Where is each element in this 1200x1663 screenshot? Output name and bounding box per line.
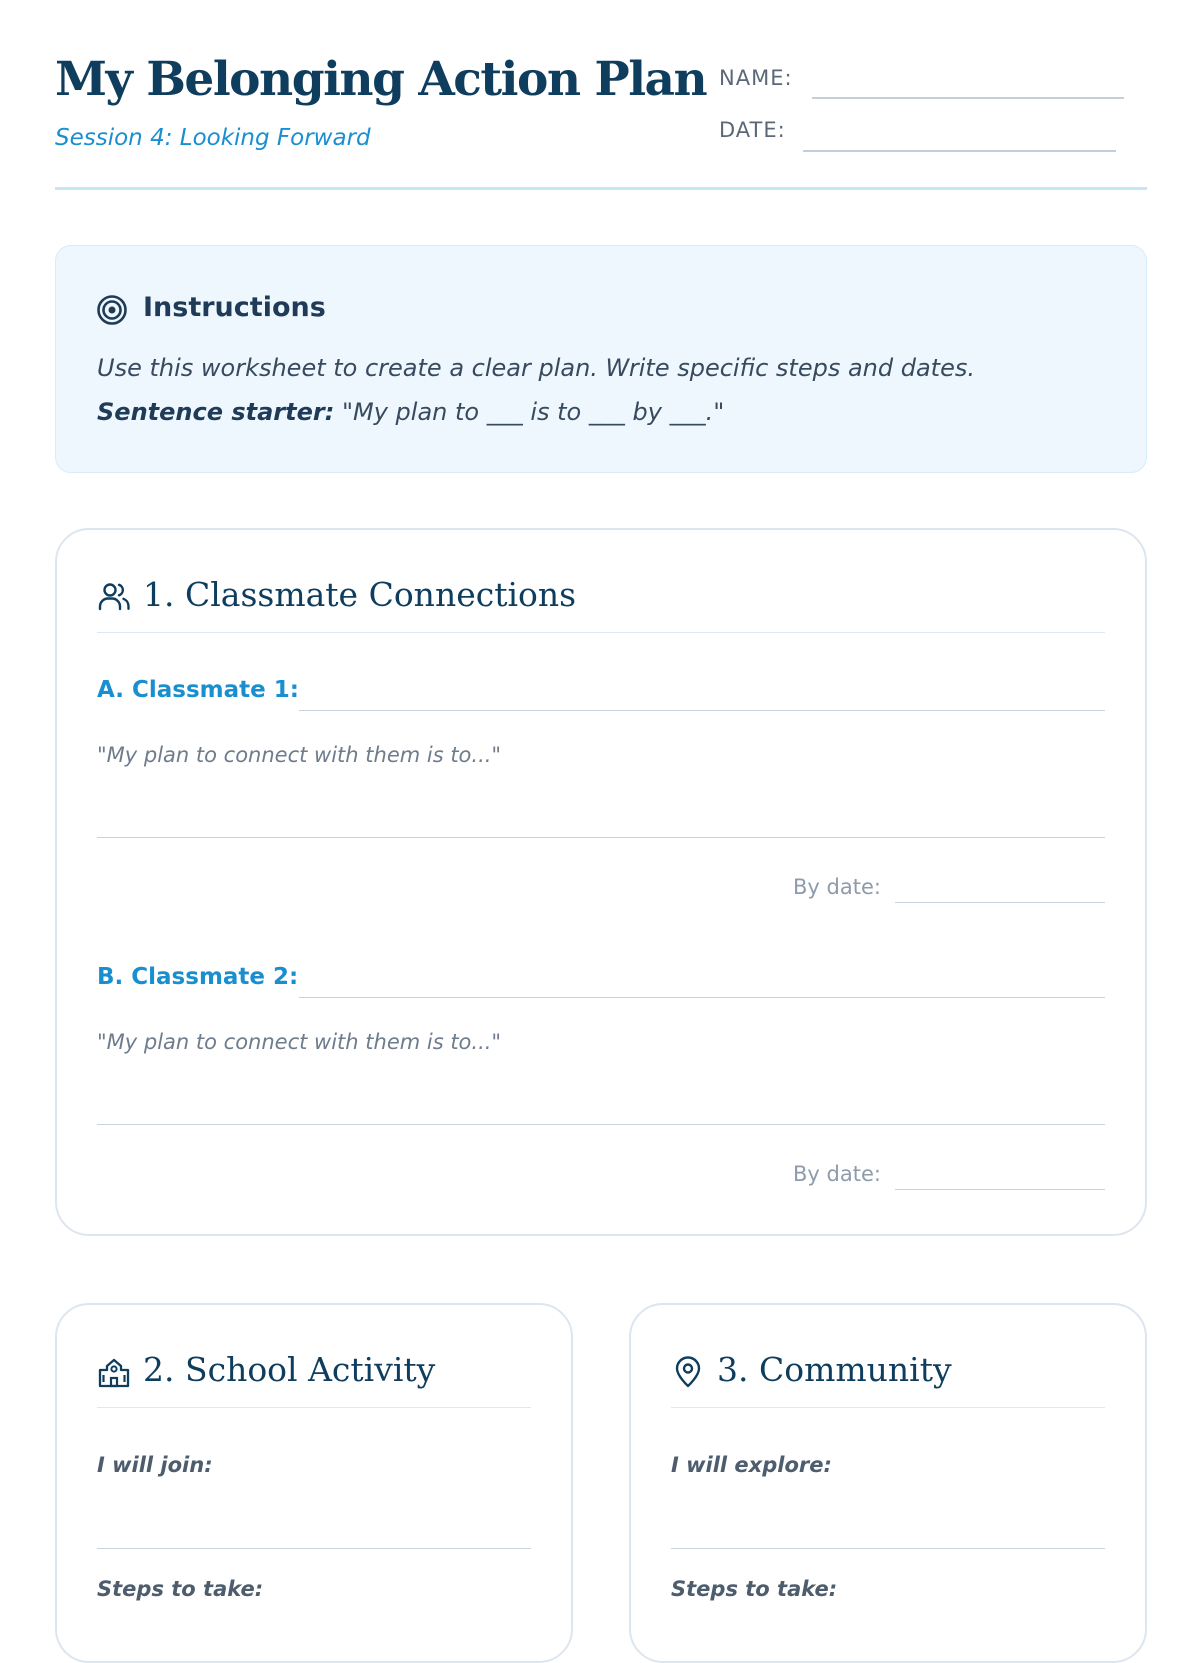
page-subtitle: Session 4: Looking Forward [55,125,371,151]
classmate-1-label: A. Classmate 1: [97,677,299,703]
card-divider [97,632,1105,633]
name-label: NAME: [719,66,793,90]
sentence-starter-text: "My plan to ___ is to ___ by ___." [341,398,725,426]
date-field[interactable] [803,150,1116,152]
community-steps-label: Steps to take: [671,1577,838,1601]
classmate-1-prompt: "My plan to connect with them is to..." [97,743,502,767]
classmate-2-plan-field[interactable] [97,1124,1105,1125]
classmate-2-prompt: "My plan to connect with them is to..." [97,1030,502,1054]
target-icon [96,294,128,326]
card-divider [97,1407,531,1408]
classmate-2-date-field[interactable] [895,1189,1105,1190]
sentence-starter-label: Sentence starter: [97,398,335,426]
community-card [629,1303,1147,1663]
classmate-connections-title: 1. Classmate Connections [143,575,577,614]
classmate-1-name-field[interactable] [299,710,1105,711]
will-join-label: I will join: [97,1453,213,1477]
will-explore-field[interactable] [671,1548,1105,1549]
school-activity-card [55,1303,573,1663]
instructions-title: Instructions [143,292,326,323]
classmate-2-name-field[interactable] [299,997,1105,998]
classmate-2-label: B. Classmate 2: [97,964,299,990]
header-divider [55,187,1147,190]
will-join-field[interactable] [97,1548,531,1549]
school-steps-label: Steps to take: [97,1577,264,1601]
instructions-text [97,346,1107,434]
classmate-1-date-field[interactable] [895,902,1105,903]
page-title: My Belonging Action Plan [55,52,707,107]
users-icon [97,580,131,614]
classmate-1-by-date-label: By date: [793,875,881,899]
date-label: DATE: [719,118,786,142]
classmate-connections-card [55,528,1147,1236]
classmate-2-by-date-label: By date: [793,1162,881,1186]
instructions-body: Use this worksheet to create a clear plan. Write specific steps and dates. [97,354,975,382]
classmate-1-plan-field[interactable] [97,837,1105,838]
card-divider [671,1407,1105,1408]
school-activity-title: 2. School Activity [143,1350,436,1389]
name-field[interactable] [812,97,1124,99]
community-title: 3. Community [717,1350,952,1389]
map-pin-icon [671,1355,705,1389]
will-explore-label: I will explore: [671,1453,832,1477]
instructions-box [55,245,1147,473]
school-icon [97,1355,131,1389]
